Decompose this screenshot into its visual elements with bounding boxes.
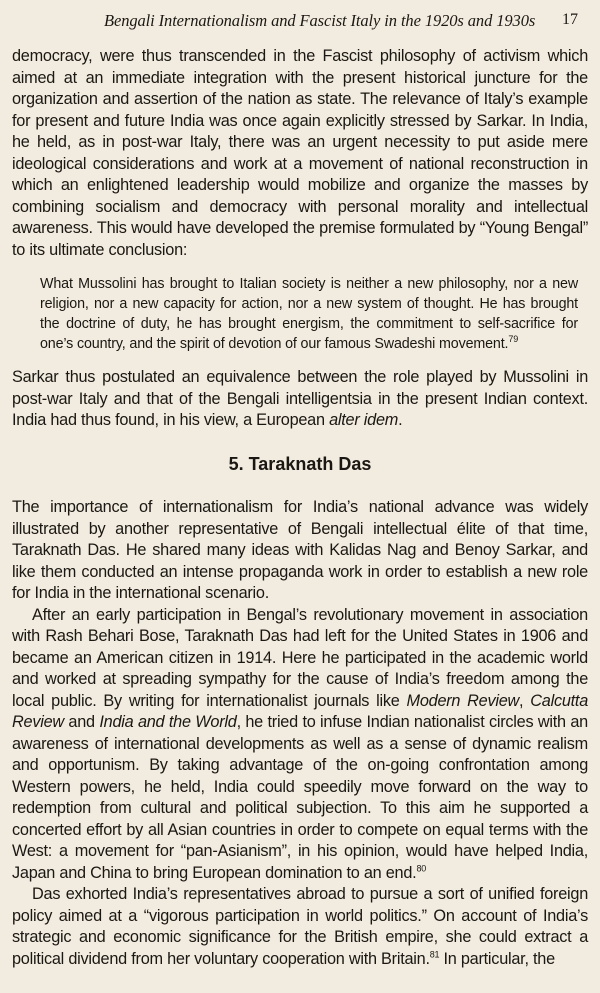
quote-text: What Mussolini has brought to Italian society is neither a new philosophy, nor a new religion, nor a new capacity for action, nor a new system of thought. He has brought the doctrine of duty, he has brought energism, the commitment to self-sacrifice for one’s country, and the spirit of devotion of our famous Swadeshi movement. [40, 276, 578, 352]
paragraph-5-end: In particular, the [439, 949, 555, 968]
paragraph-1: democracy, were thus transcended in the Fascist philosophy of activism which aimed at an immediate integration with the present historical juncture for the organization and assertion of the nation as state. The relevance of Italy’s example for present and future India was once again explicitly stressed by Sarkar. In India, he held, as in post-war Italy, there was an urgent necessity to put aside mere ideological considerations and work at a movement of national reconstruction in which an enlightened leadership would mobilize and organize the masses by combining socialism and democracy with personal morality and intellectual awareness. This would have developed the premise formulated by “Young Bengal” to its ultimate conclusion: [12, 47, 588, 259]
page-number: 17 [562, 11, 578, 28]
page-header [0, 8, 600, 34]
paragraph-2-text: Sarkar thus postulated an equivalence between the role played by Mussolini in post-war Italy and that of the Bengali intelligentsia in the present Indian context. India had thus found, in his view, a European [12, 368, 588, 429]
paragraph-4-sep-2: and [63, 713, 100, 731]
journal-calcutta-review: Calcutta Review [12, 691, 588, 731]
paragraph-2-end: . [398, 411, 403, 429]
paragraph-4 [12, 605, 588, 885]
footnote-ref-81[interactable]: 81 [429, 949, 440, 960]
page-body [12, 46, 588, 970]
footnote-ref-79[interactable]: 79 [508, 334, 519, 345]
paragraph-2-italic: alter idem [329, 411, 399, 429]
journal-india-and-the-world: India and the World [99, 713, 237, 731]
paragraph-2 [12, 367, 588, 432]
paragraph-4-text-b: , he tried to infuse Indian nationalist circles with an awareness of international developments as well as a sense of dynamic realism and opportunism. By taking advantage of the on-going confrontation among Western powers, he held, India could speedily move forward on the way to redemption from cultural and political subjection. To this aim he supported a concerted effort by all Asian countries in order to compete on equal terms with the West: a movement for “pan-Asianism”, in his opinion, would have helped India, Japan and China to bring European domination to an end. [12, 713, 588, 882]
paragraph-5-text: Das exhorted India’s representatives abroad to pursue a sort of unified foreign policy aimed at a “vigorous participation in world politics.” On account of India’s strategic and economic significance for the British empire, she could extract a political dividend from her voluntary cooperation with Britain. [12, 885, 588, 968]
paragraph-4-sep-1: , [519, 691, 531, 710]
paragraph-5 [12, 884, 588, 970]
section-heading: 5. Taraknath Das [228, 453, 372, 474]
footnote-ref-80[interactable]: 80 [416, 863, 426, 874]
running-title: Bengali Internationalism and Fascist Italy in the 1920s and 1930s [104, 11, 536, 30]
journal-modern-review: Modern Review [406, 691, 520, 710]
paragraph-4-text-a: After an early participation in Bengal’s revolutionary movement in association with Rash Behari Bose, Taraknath Das had left for the United States in 1906 and became an American citizen in 1914. Here he participated in the academic world and worked at spreading sympathy for the cause of India’s freedom among the local public. By writing for internationalist journals like [12, 605, 588, 710]
paragraph-3: The importance of internationalism for India’s national advance was widely illustrated by another representative of Bengali intellectual élite of that time, Taraknath Das. He shared many ideas with Kalidas Nag and Benoy Sarkar, and like them conducted an intense propaganda work in order to establish a new role for India in the international scenario. [12, 498, 588, 602]
block-quote [40, 274, 578, 354]
